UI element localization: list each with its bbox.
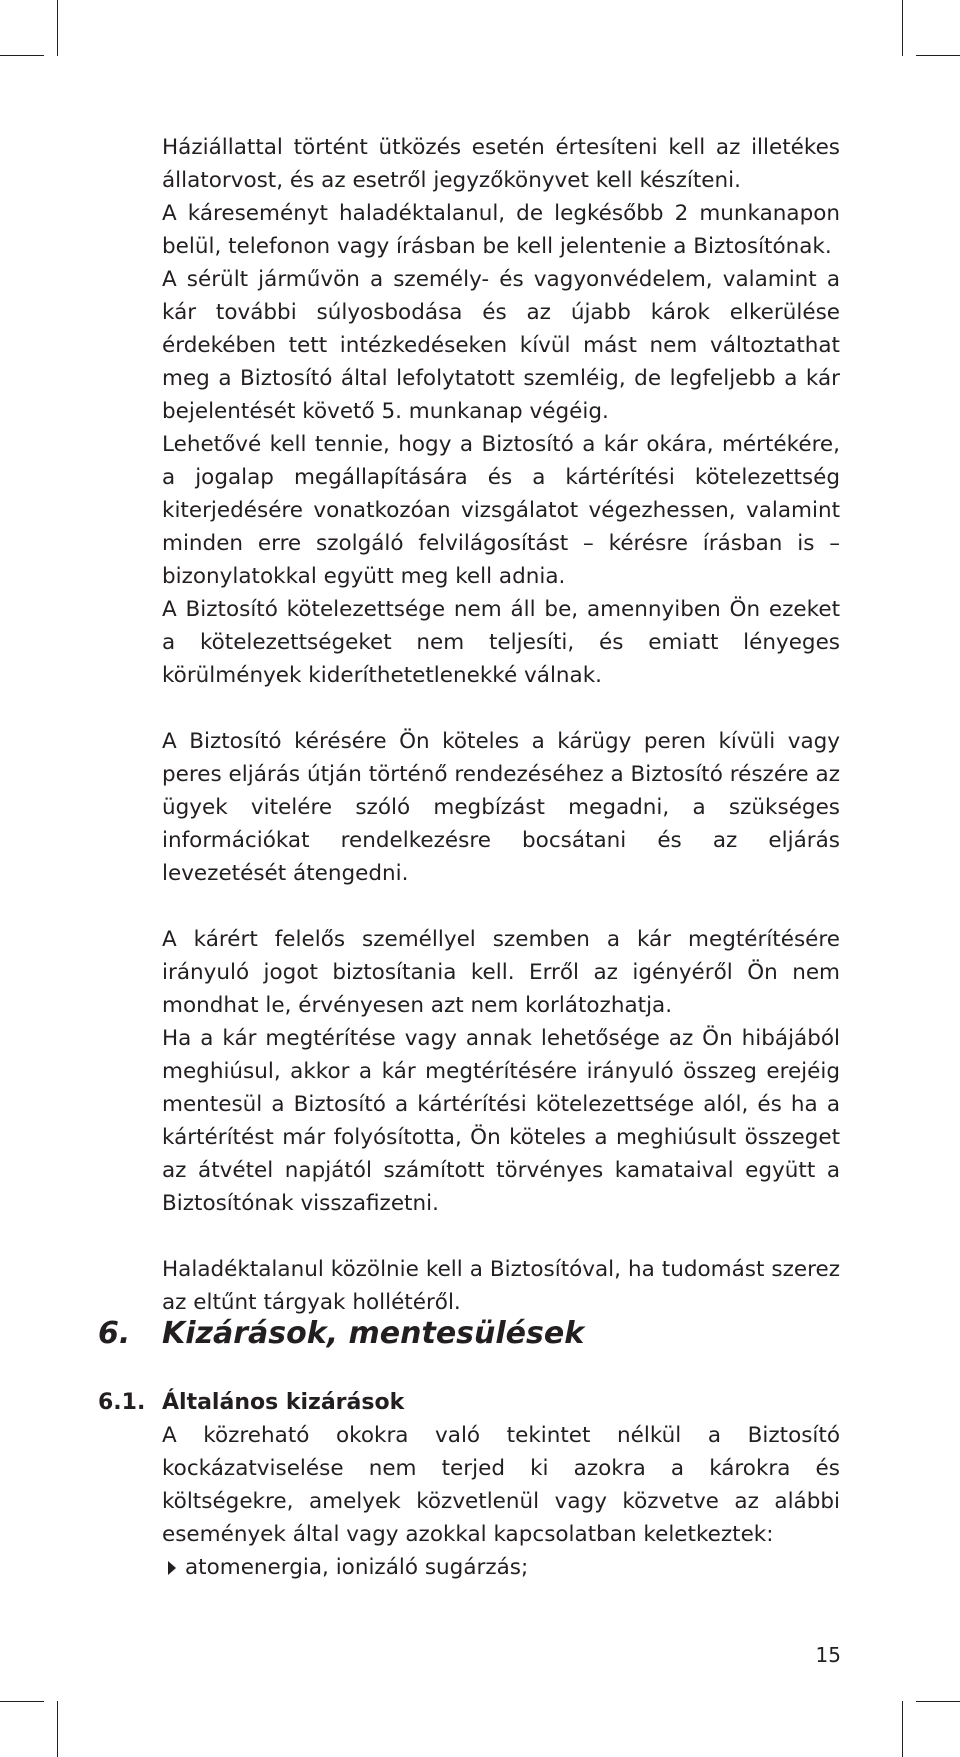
- section-body: [162, 1419, 840, 1584]
- body-text: [162, 131, 840, 1319]
- list-item-text: atomenergia, ionizáló sugárzás;: [185, 1555, 529, 1580]
- crop-mark-top-left-horizontal: [0, 55, 44, 56]
- crop-mark-bottom-right-horizontal: [916, 1701, 960, 1702]
- paragraph-recourse-failure: Ha a kár megtérítése vagy annak lehetősége az Ön hibájából meghiúsul, akkor a kár megtérítésére irányuló összeg erejéig mentesül a Biztosító a kártérítési kötelezettsége alól, és ha a kártérítést már folyósította, Ön köteles a meghiúsult összeget az átvétel napjától számított törvényes kamataival együtt a Biztosítónak visszafizetni.: [162, 1026, 840, 1216]
- section-intro: A közreható okokra való tekintet nélkül a Biztosító kockázatviselése nem terjed ki azokra a károkra és költségekre, amelyek közvetlenül vagy közvetve az alábbi események által vagy azokkal kapcsolatban keletkeztek:: [162, 1423, 840, 1547]
- crop-mark-top-left-vertical: [57, 0, 58, 56]
- crop-mark-bottom-left-horizontal: [0, 1701, 44, 1702]
- paragraph-legal-mandate: A Biztosító kérésére Ön köteles a kárügy peren kívüli vagy peres eljárás útján történő rendezéséhez a Biztosító részére az ügyek vitelére szóló megbízást megadni, a szükséges információkat rendelkezésre bocsátani és az eljárás levezetését átengedni.: [162, 729, 840, 886]
- paragraph-recourse-right: A kárért felelős személlyel szemben a kár megtérítésére irányuló jogot biztosítania kell. Erről az igényéről Ön nem mondhat le, érvényesen azt nem korlátozhatja.: [162, 927, 840, 1018]
- triangle-right-icon: [168, 1561, 176, 1575]
- crop-mark-top-right-vertical: [902, 0, 903, 56]
- paragraph-gap: [162, 692, 840, 725]
- section-number: 6.1.: [98, 1390, 146, 1415]
- crop-mark-top-right-horizontal: [916, 55, 960, 56]
- crop-mark-bottom-right-vertical: [902, 1701, 903, 1757]
- chapter-heading: [98, 1314, 584, 1354]
- chapter-number: 6.: [98, 1316, 131, 1351]
- paragraph-gap: [162, 890, 840, 923]
- paragraph-investigation: Lehetővé kell tennie, hogy a Biztosító a kár okára, mértékére, a jogalap megállapítására és a kártérítési kötelezettség kiterjedésére vonatkozóan vizsgálatot végezhessen, valamint minden erre szolgáló felvilágosítást – kérésre írásban is – bizonylatokkal együtt meg kell adnia.: [162, 432, 840, 589]
- paragraph-obligation-failure: A Biztosító kötelezettsége nem áll be, amennyiben Ön ezeket a kötelezettségeket nem teljesíti, és emiatt lényeges körülmények kideríthetetlenekké válnak.: [162, 597, 840, 688]
- paragraph-animal-collision: Háziállattal történt ütközés esetén értesíteni kell az illetékes állatorvost, és az esetről jegyzőkönyvet kell készíteni.: [162, 135, 840, 193]
- paragraph-lost-items: Haladéktalanul közölnie kell a Biztosítóval, ha tudomást szerez az eltűnt tárgyak hollétéről.: [162, 1257, 840, 1315]
- paragraph-claim-reporting: A káreseményt haladéktalanul, de legkésőbb 2 munkanapon belül, telefonon vagy írásban be kell jelentenie a Biztosítónak.: [162, 201, 840, 259]
- list-item: [162, 1551, 840, 1584]
- page-number: 15: [815, 1643, 841, 1667]
- crop-mark-bottom-left-vertical: [57, 1701, 58, 1757]
- section-heading: [98, 1386, 840, 1419]
- paragraph-vehicle-inspection: A sérült járművön a személy- és vagyonvédelem, valamint a kár további súlyosbodása és az újabb károk elkerülése érdekében tett intézkedéseken kívül mást nem változtathat meg a Biztosító által lefolytatott szemléig, de legfeljebb a kár bejelentését követő 5. munkanap végéig.: [162, 267, 840, 424]
- section-general-exclusions: [98, 1386, 840, 1584]
- chapter-title: Kizárások, mentesülések: [162, 1316, 585, 1351]
- section-title: Általános kizárások: [162, 1390, 405, 1415]
- paragraph-gap: [162, 1220, 840, 1253]
